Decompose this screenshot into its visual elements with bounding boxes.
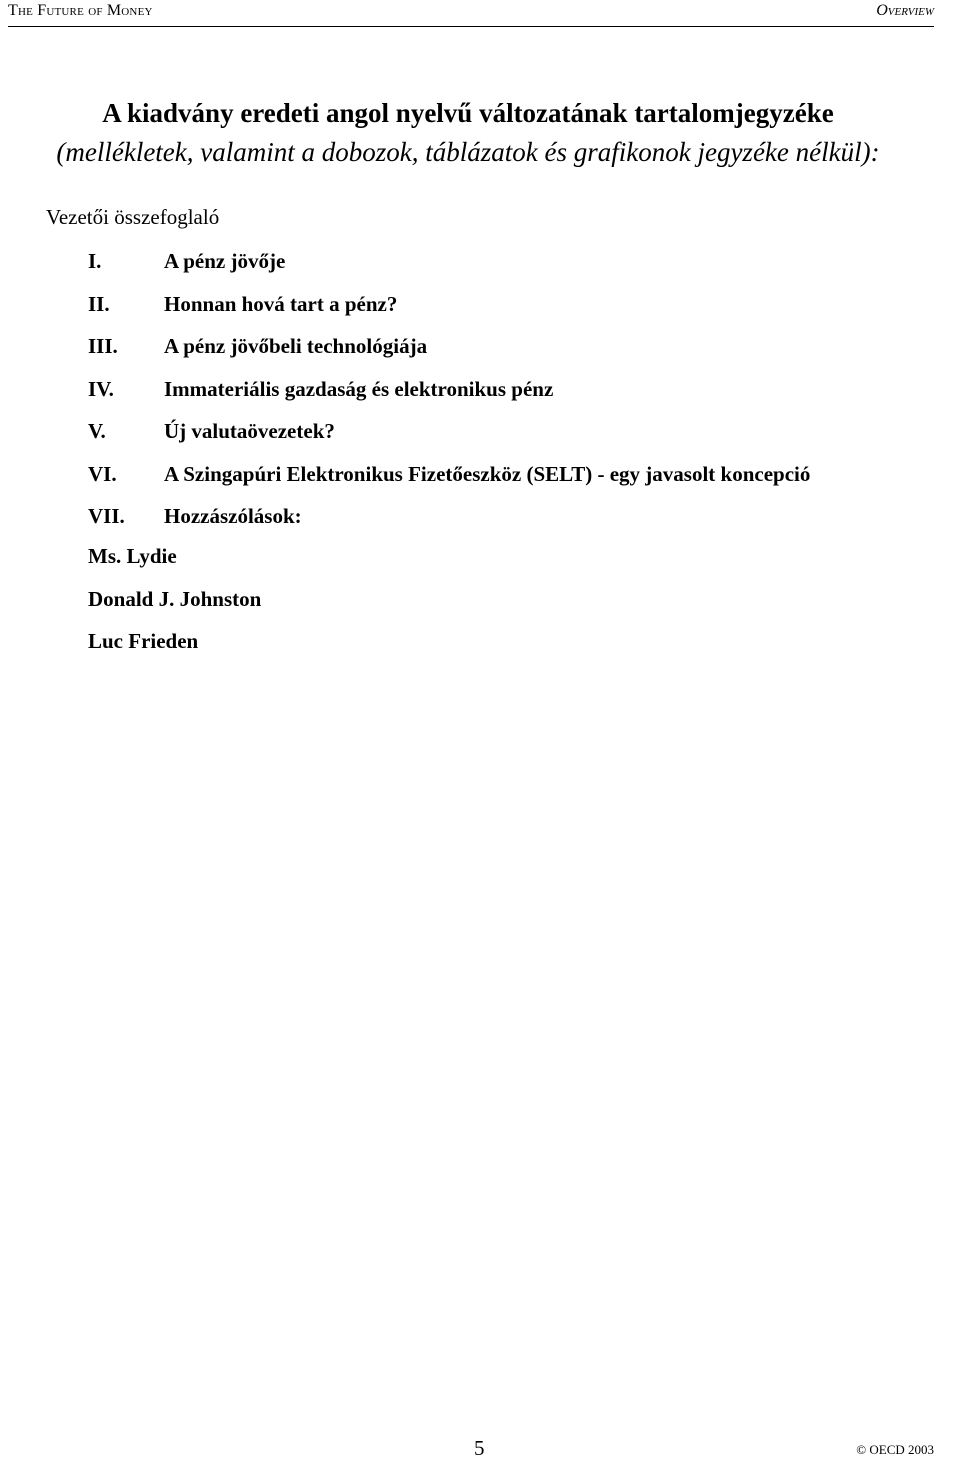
page-title: A kiadvány eredeti angol nyelvű változatának tartalomjegyzéke: [102, 98, 834, 128]
page-number: 5: [474, 1436, 485, 1460]
toc-item-number: VII.: [88, 504, 125, 528]
commenter-name: Luc Frieden: [88, 629, 199, 653]
toc-item-title: A Szingapúri Elektronikus Fizetőeszköz (SELT) - egy javasolt koncepció: [164, 461, 811, 486]
toc-item-title: Honnan hová tart a pénz?: [164, 291, 398, 316]
toc-item-title: Immateriális gazdaság és elektronikus pénz: [164, 376, 554, 401]
header-section-title: Overview: [876, 2, 934, 19]
toc-item-title: A pénz jövőbeli technológiája: [164, 334, 428, 358]
header-book-title: The Future of Money: [8, 2, 153, 19]
commenters-list: [88, 541, 261, 669]
toc-item-number: V.: [88, 419, 106, 443]
toc-item-4: [88, 374, 810, 417]
toc-item-1: [88, 246, 810, 289]
toc-item-5: [88, 416, 810, 459]
toc-item-number: I.: [88, 249, 102, 273]
copyright-notice: © OECD 2003: [856, 1442, 934, 1457]
toc-item-title: A pénz jövője: [164, 249, 286, 273]
toc-executive-summary: Vezetői összefoglaló: [46, 205, 220, 229]
toc-item-number: III.: [88, 334, 118, 358]
toc-item-number: VI.: [88, 461, 117, 486]
toc-item-6: [88, 459, 810, 502]
commenter-name: Donald J. Johnston: [88, 586, 262, 611]
running-header: [8, 0, 934, 27]
table-of-contents: [88, 246, 810, 544]
toc-item-title: Új valutaövezetek?: [164, 419, 335, 443]
toc-item-2: [88, 289, 810, 332]
page-subtitle: (mellékletek, valamint a dobozok, táblázatok és grafikonok jegyzéke nélkül):: [56, 137, 880, 167]
toc-item-number: IV.: [88, 376, 114, 401]
toc-item-number: II.: [88, 291, 110, 316]
toc-item-7: [88, 501, 810, 544]
toc-item-3: [88, 331, 810, 374]
commenter-name: Ms. Lydie: [88, 544, 177, 568]
toc-item-title: Hozzászólások:: [164, 504, 302, 528]
